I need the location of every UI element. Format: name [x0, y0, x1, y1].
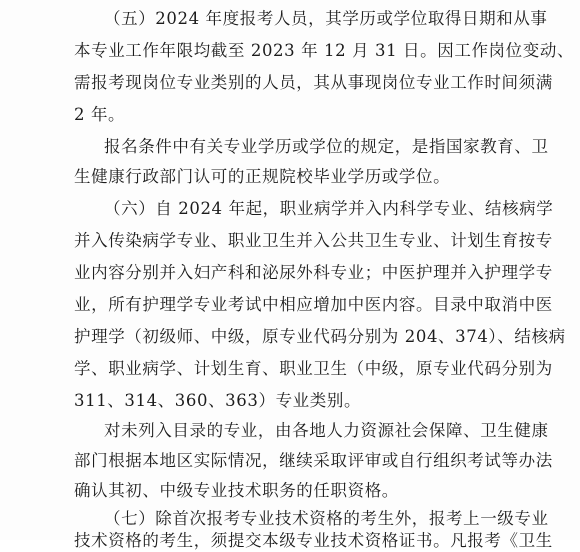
paragraph-5-line-3: 需报考现岗位专业类别的人员，其从事现岗位专业工作时间须满 — [74, 73, 553, 92]
paragraph-6-line-1: （六）自 2024 年起，职业病学并入内科学专业、结核病学 — [104, 199, 554, 218]
paragraph-5-line-2: 本专业工作年限均截至 2023 年 12 月 31 日。因工作岗位变动、 — [74, 41, 575, 60]
paragraph-unlisted-line-1: 对未列入目录的专业，由各地人力资源社会保障、卫生健康 — [104, 421, 549, 440]
paragraph-7-line-1: （七）除首次报考专业技术资格的考生外，报考上一级专业 — [104, 509, 549, 528]
paragraph-req-line-2: 生健康行政部门认可的正规院校毕业学历或学位。 — [74, 167, 451, 186]
paragraph-5-line-1: （五）2024 年度报考人员，其学历或学位取得日期和从事 — [104, 9, 548, 28]
paragraph-unlisted-line-3: 确认其初、中级专业技术职务的任职资格。 — [74, 481, 399, 500]
paragraph-7-line-2: 技术资格的考生，须提交本级专业技术资格证书。凡报考《卫生 — [74, 531, 553, 550]
paragraph-6-line-4: 业，所有护理学专业考试中相应增加中医内容。目录中取消中医 — [74, 295, 553, 314]
paragraph-unlisted-line-2: 部门根据本地区实际情况，继续采取评审或自行组织考试等办法 — [74, 451, 553, 470]
paragraph-req-line-1: 报名条件中有关专业学历或学位的规定，是指国家教育、卫 — [104, 137, 549, 156]
paragraph-6-line-5: 护理学（初级师、中级，原专业代码分别为 204、374）、结核病 — [74, 327, 566, 346]
paragraph-6-line-3: 业内容分别并入妇产科和泌尿外科专业；中医护理并入护理学专 — [74, 263, 553, 282]
paragraph-6-line-2: 并入传染病学专业、职业卫生并入公共卫生专业、计划生育按专 — [74, 231, 553, 250]
paragraph-6-line-7: 311、314、360、363）专业类别。 — [74, 391, 362, 410]
paragraph-5-line-4: 2 年。 — [74, 105, 126, 124]
paragraph-6-line-6: 学、职业病学、计划生育、职业卫生（中级，原专业代码分别为 — [74, 359, 553, 378]
